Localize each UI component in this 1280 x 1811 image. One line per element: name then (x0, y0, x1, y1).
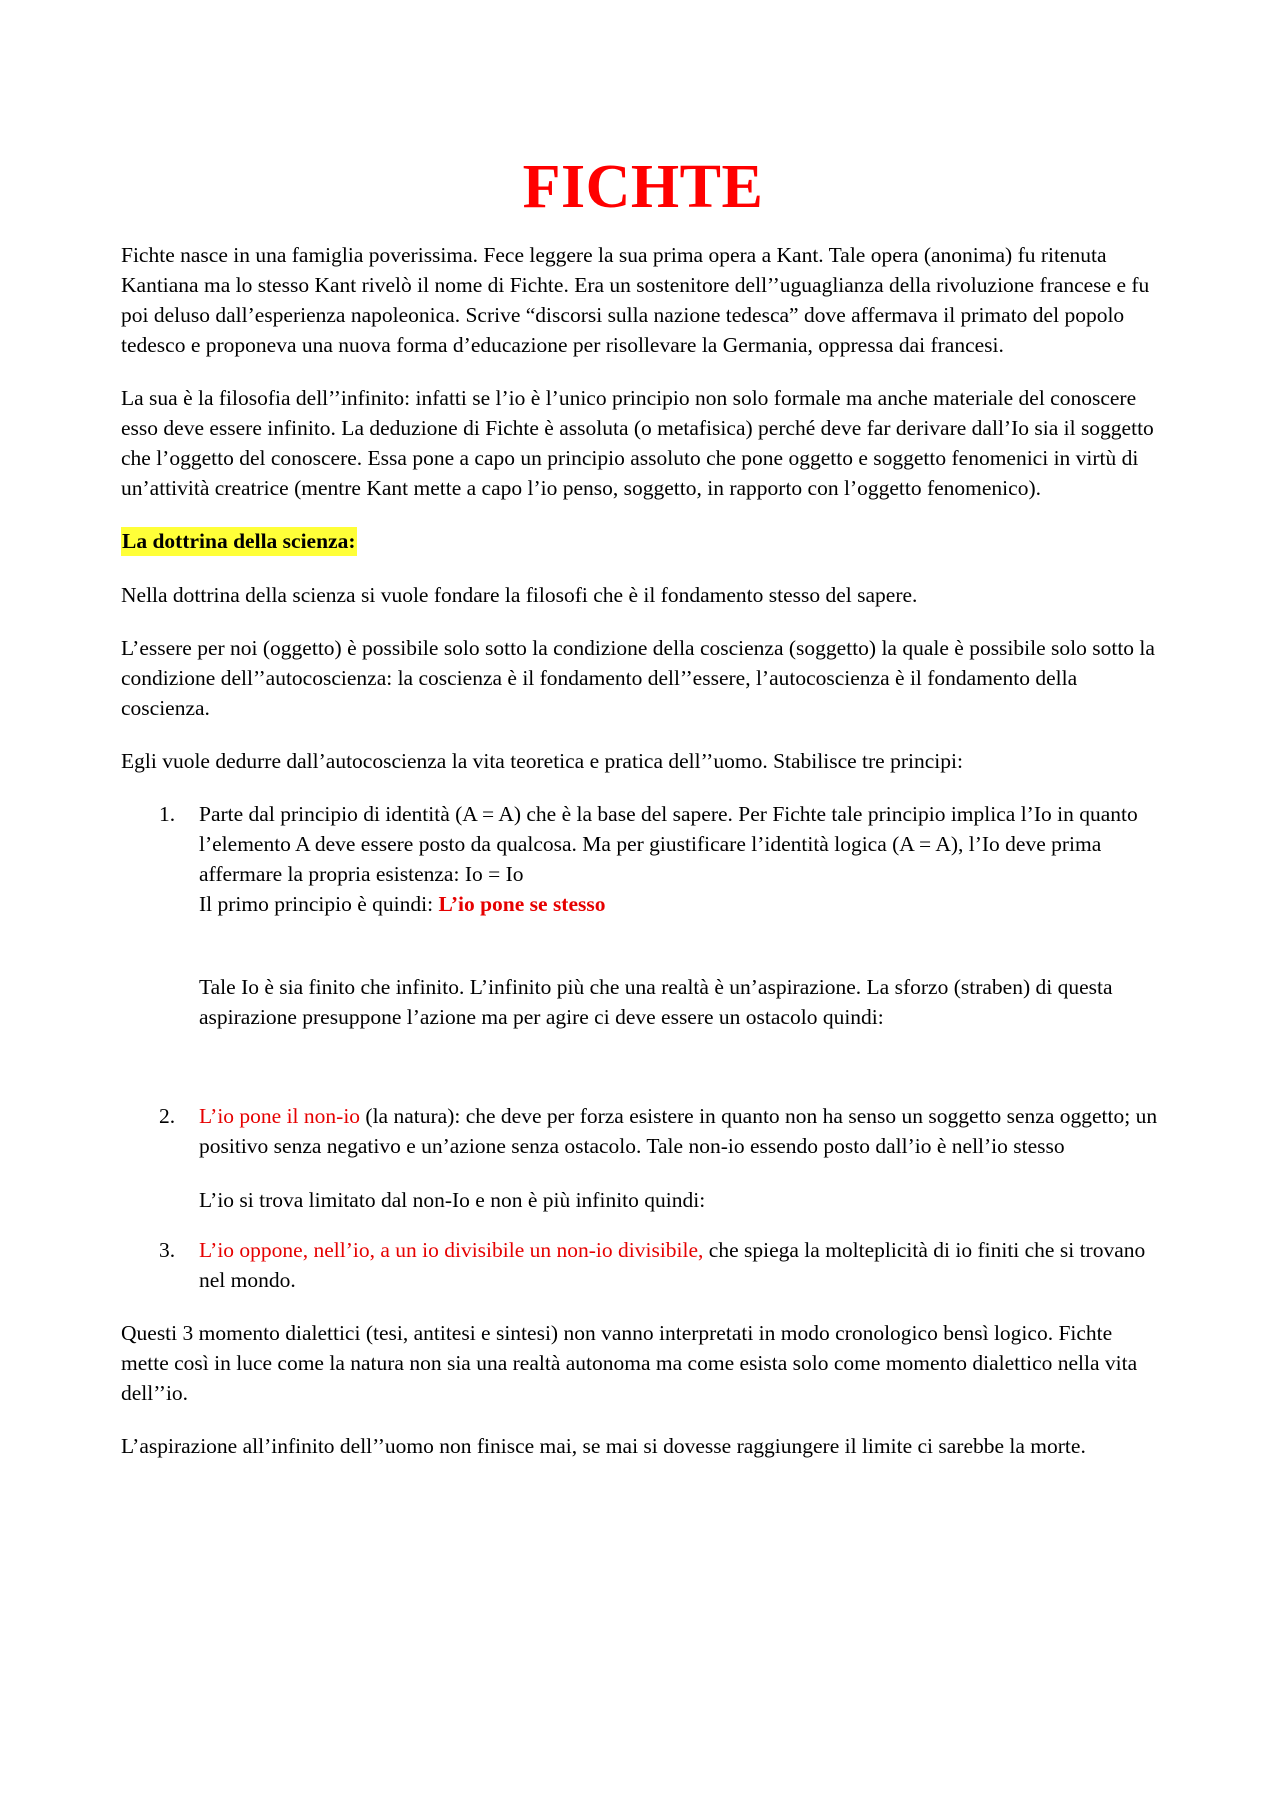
principle-3-body: che spiega la molteplicità di io finiti che si trovano nel mondo. (199, 1238, 1146, 1292)
list-item-principle-2 (121, 1101, 1165, 1235)
list-number: 3. (159, 1238, 176, 1262)
paragraph-biography: Fichte nasce in una famiglia poverissima. Fece leggere la sua prima opera a Kant. Tale opera (anonima) fu ritenuta Kantiana ma lo stesso Kant rivelò il nome di Fichte. Era un sostenitore dell’’uguaglianza della rivoluzione francese e fu poi deluso dall’esperienza napoleonica. Scrive “discorsi sulla nazione tedesca” dove affermava il primato del popolo tedesco e proponeva una nuova forma d’educazione per risollevare la Germania, oppressa dai francesi. (121, 243, 1150, 357)
principle-2-note: L’io si trova limitato dal non-Io e non è più infinito quindi: (199, 1188, 706, 1212)
principle-1-text: Parte dal principio di identità (A = A) che è la base del sapere. Per Fichte tale principio implica l’Io in quanto l’elemento A deve essere posto da qualcosa. Ma per giustificare l’identità logica (A = A), l’Io deve prima affermare la propria esistenza: Io = Io (199, 802, 1138, 886)
principle-1-note: Tale Io è sia finito che infinito. L’infinito più che una realtà è un’aspirazione. La sforzo (straben) di questa aspirazione presuppone l’azione ma per agire ci deve essere un ostacolo quindi: (199, 975, 1113, 1029)
principle-3-highlight: L’io oppone, nell’io, a un io divisibile un non-io divisibile, (199, 1238, 704, 1262)
principle-1-highlight: L’io pone se stesso (438, 892, 606, 916)
page-title: FICHTE (522, 153, 764, 221)
list-number: 1. (159, 802, 176, 826)
list-item-principle-3 (121, 1235, 1165, 1295)
paragraph-consciousness: L’essere per noi (oggetto) è possibile solo sotto la condizione della coscienza (soggetto) la quale è possibile solo sotto la condizione dell’’autocoscienza: la coscienza è il fondamento dell’’essere, l’autocoscienza è il fondamento della coscienza. (121, 636, 1155, 720)
principle-1-statement (199, 889, 1165, 919)
highlighted-heading-text: La dottrina della scienza: (121, 527, 357, 556)
paragraph-aspiration: L’aspirazione all’infinito dell’’uomo non finisce mai, se mai si dovesse raggiungere il limite ci sarebbe la morte. (121, 1434, 1086, 1458)
principle-2-highlight: L’io pone il non-io (199, 1104, 361, 1128)
list-item-principle-1 (121, 799, 1165, 1101)
principle-3-text (199, 1235, 1165, 1295)
paragraph-dialectic-moments: Questi 3 momento dialettici (tesi, antitesi e sintesi) non vanno interpretati in modo cronologico bensì logico. Fichte mette così in luce come la natura non sia una realtà autonoma ma come esista solo come momento dialettico nella vita dell’’io. (121, 1321, 1138, 1405)
section-heading (121, 526, 1165, 556)
principle-2-body: (la natura): che deve per forza esistere in quanto non ha senso un soggetto senza oggetto; un positivo senza negativo e un’azione senza ostacolo. Tale non-io essendo posto dall’io è nell’io stesso (199, 1104, 1158, 1158)
document-body (121, 148, 1165, 1484)
principles-list (121, 799, 1165, 1295)
principle-1-lead: Il primo principio è quindi: (199, 892, 439, 916)
list-number: 2. (159, 1104, 176, 1128)
paragraph-doctrine-intro: Nella dottrina della scienza si vuole fondare la filosofi che è il fondamento stesso del sapere. (121, 583, 918, 607)
paragraph-infinite-philosophy: La sua è la filosofia dell’’infinito: infatti se l’io è l’unico principio non solo formale ma anche materiale del conoscere esso deve essere infinito. La deduzione di Fichte è assoluta (o metafisica) perché deve far derivare dall’Io sia il soggetto che l’oggetto del conoscere. Essa pone a capo un principio assoluto che pone oggetto e soggetto fenomenici in virtù di un’attività creatrice (mentre Kant mette a capo l’io penso, soggetto, in rapporto con l’oggetto fenomenico). (121, 386, 1154, 500)
principle-2-text (199, 1101, 1165, 1161)
paragraph-three-principles-intro: Egli vuole dedurre dall’autocoscienza la vita teoretica e pratica dell’’uomo. Stabilisce tre principi: (121, 749, 963, 773)
